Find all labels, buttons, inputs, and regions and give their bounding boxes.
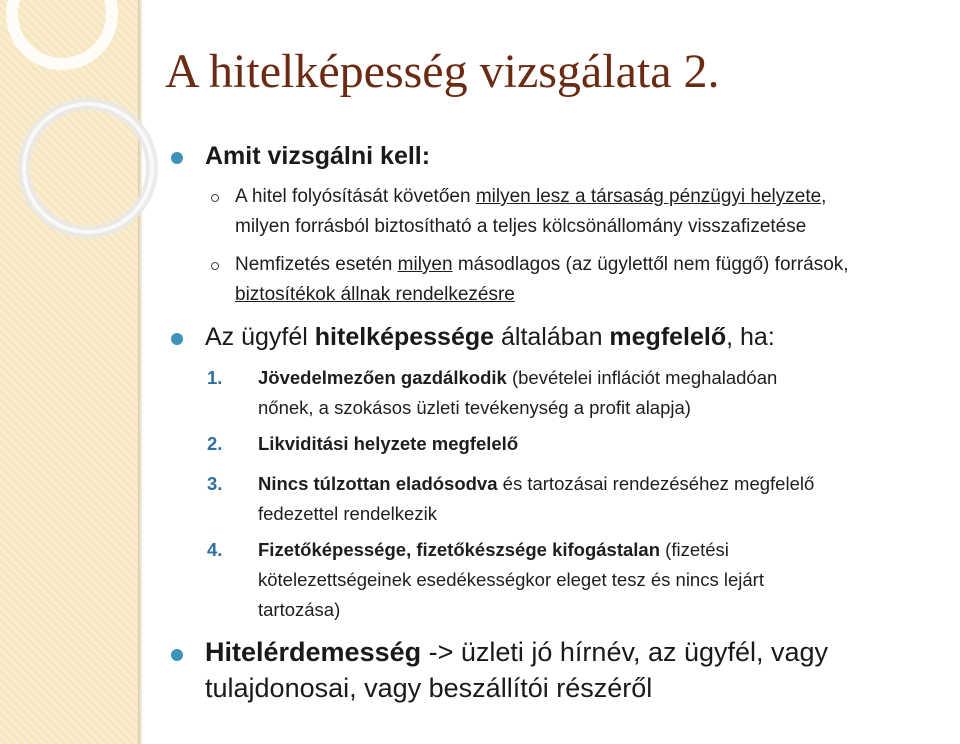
slide-title: A hitelképesség vizsgálata 2. [165, 45, 720, 98]
bullet-icon [171, 649, 183, 661]
item4-line2: kötelezettségeinek esedékességkor eleget tesz és nincs lejárt [258, 569, 764, 590]
item3-line1: Nincs túlzottan eladósodva és tartozásai rendezéséhez megfelelő [258, 473, 815, 494]
sub1-line2: milyen forrásból biztosítható a teljes kölcsönállomány visszafizetése [235, 216, 807, 237]
bullet-icon [171, 152, 183, 164]
sub2-line2: biztosítékok állnak rendelkezésre [235, 284, 515, 305]
item-number: 3. [207, 473, 223, 494]
bullet-icon [171, 333, 183, 345]
item4-line1: Fizetőképessége, fizetőkészsége kifogástalan (fizetési [258, 539, 729, 560]
item3-line2: fedezettel rendelkezik [258, 503, 437, 524]
section3-line1: Hitelérdemesség -> üzleti jó hírnév, az ügyfél, vagy [205, 637, 829, 667]
section2-heading: Az ügyfél hitelképessége általában megfelelő, ha: [205, 323, 775, 351]
item-number: 4. [207, 539, 223, 560]
item-number: 2. [207, 433, 223, 454]
sub1-line1: A hitel folyósítását követően milyen lesz a társaság pénzügyi helyzete, [235, 186, 827, 207]
item1-line2: nőnek, a szokásos üzleti tevékenység a profit alapja) [258, 397, 691, 418]
item1-line1: Jövedelmezően gazdálkodik (bevételei inflációt meghaladóan [258, 367, 778, 388]
item2-line1: Likviditási helyzete megfelelő [258, 433, 519, 454]
sub-bullet-icon [211, 194, 219, 202]
sub2-line1: Nemfizetés esetén milyen másodlagos (az ügylettől nem függő) források, [235, 254, 849, 275]
item-number: 1. [207, 367, 223, 388]
sub-bullet-icon [211, 262, 219, 270]
item4-line3: tartozása) [258, 599, 341, 620]
section1-heading: Amit vizsgálni kell: [205, 142, 431, 170]
section3-line2: tulajdonosai, vagy beszállítói részéről [205, 673, 653, 703]
